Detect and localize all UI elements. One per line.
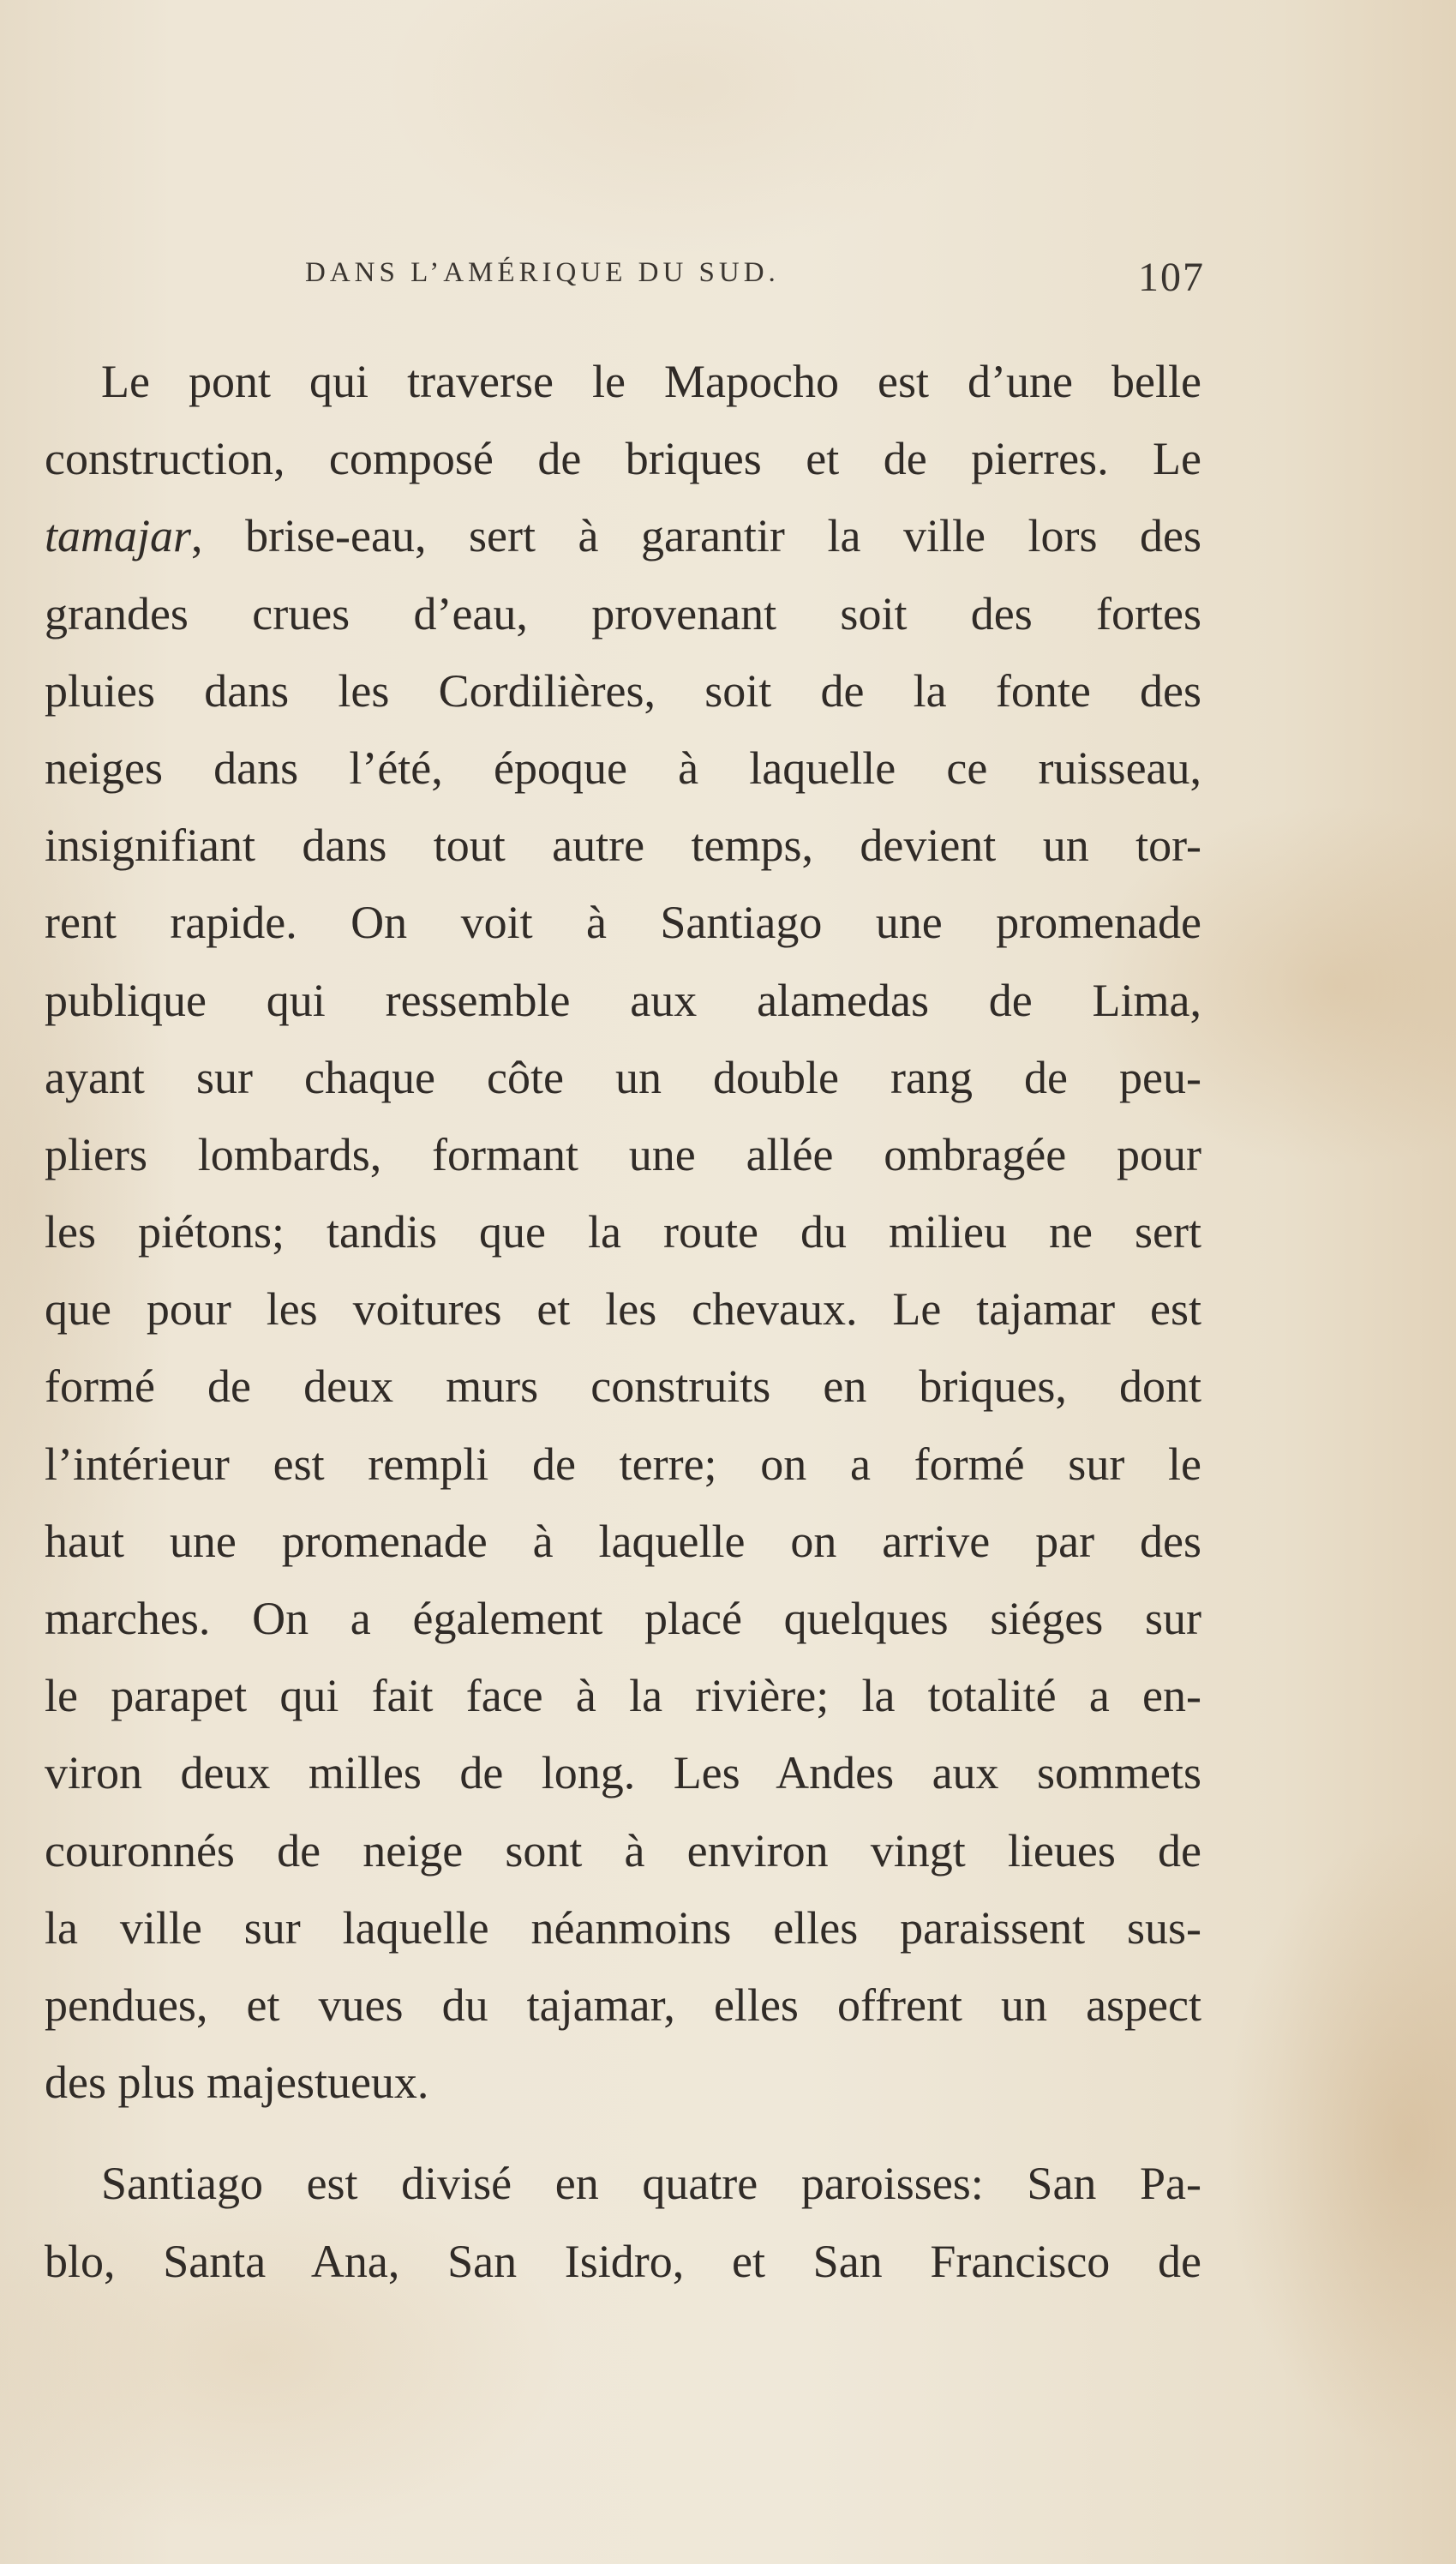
text-line: pluies dans les Cordilières, soit de la fonte des (45, 664, 1201, 717)
running-head-title: DANS L’AMÉRIQUE DU SUD. (305, 257, 780, 288)
text-line: Le pont qui traverse le Mapocho est d’une belle (101, 356, 1201, 407)
text-line: grandes crues d’eau, provenant soit des fortes (45, 587, 1201, 639)
text-line: Santiago est divisé en quatre paroisses: San Pa- (101, 2158, 1201, 2210)
text-line: ayant sur chaque côte un double rang de peu- (45, 1051, 1201, 1103)
text-line: pliers lombards, formant une allée ombragée pour (45, 1128, 1201, 1180)
text-line: publique qui ressemble aux alamedas de Lima, (45, 974, 1201, 1026)
text-run: , brise-eau, sert à garantir la ville lors des (191, 510, 1201, 562)
text-line: l’intérieur est rempli de terre; on a formé sur le (45, 1438, 1201, 1490)
text-line: marches. On a également placé quelques siéges sur (45, 1593, 1201, 1644)
text-line: insignifiant dans tout autre temps, devient un tor- (45, 820, 1201, 872)
text-line: viron deux milles de long. Les Andes aux sommets (45, 1747, 1201, 1799)
text-line: construction, composé de briques et de pierres. Le (45, 433, 1201, 485)
text-line: couronnés de neige sont à environ vingt lieues de (45, 1824, 1201, 1876)
text-line: des plus majestueux. (45, 2057, 429, 2109)
body-text (45, 343, 1201, 2300)
running-head (305, 257, 1205, 309)
italic-word: tamajar (45, 510, 192, 562)
text-line: que pour les voitures et les chevaux. Le tajamar est (45, 1283, 1201, 1336)
text-line: blo, Santa Ana, San Isidro, et San Francisco de (45, 2235, 1201, 2287)
text-line: pendues, et vues du tajamar, elles offrent un aspect (45, 1979, 1201, 2031)
text-line: formé de deux murs construits en briques, dont (45, 1360, 1201, 1413)
text-line: les piétons; tandis que la route du milieu ne sert (45, 1206, 1201, 1258)
text-line: neiges dans l’été, époque à laquelle ce ruisseau, (45, 742, 1201, 794)
text-line: haut une promenade à laquelle on arrive par des (45, 1515, 1201, 1567)
text-line (45, 497, 1201, 574)
paragraph-gap (45, 2121, 1201, 2145)
text-line: rent rapide. On voit à Santiago une promenade (45, 897, 1201, 949)
text-line: la ville sur laquelle néanmoins elles paraissent sus- (45, 1901, 1201, 1954)
text-line: le parapet qui fait face à la rivière; la totalité a en- (45, 1670, 1201, 1722)
page-number: 107 (1138, 255, 1205, 300)
